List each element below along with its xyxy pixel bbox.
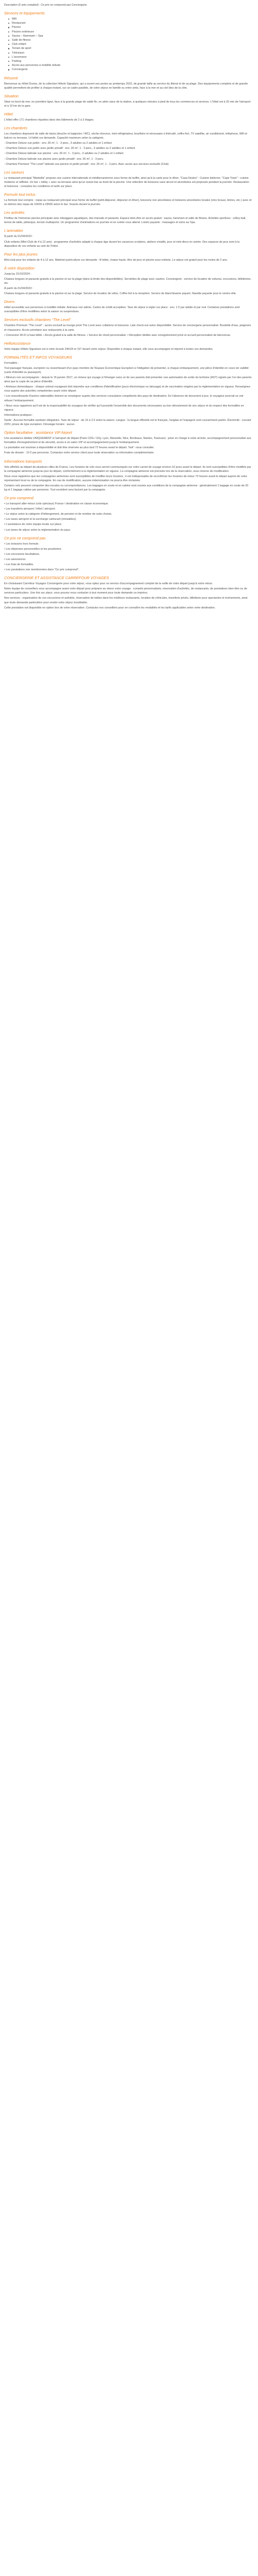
section-title: HelloAssistance <box>4 341 31 346</box>
paragraph: - Chambre Premium "The Level" latérale vue piscine et jardin privatif : env. 26 m², 1 - 3 pers. Avec accès aux services exclusifs (Club). <box>4 162 170 166</box>
section-title: Hôtel <box>4 112 13 117</box>
paragraph: Nous vous rappelons que les compagnies aériennes sont susceptibles de modifier leurs horaires ; il est indispensable de reconfirmer les horaires de retour 72 heures avant le départ auprès de votre représentant local ou de la compagnie. En cas de modification, aucune indemnisation ne pourra être réclamée. <box>4 474 247 482</box>
paragraph: L'hôtel offre 171 chambres réparties dans des bâtiments de 2 à 3 étages. <box>4 118 94 122</box>
paragraph: • Les excursions facultatives. <box>4 552 40 556</box>
paragraph: Certains vols peuvent comporter des escales ou correspondances. Les bagages en soute et en cabine sont soumis aux conditions de la compagnie aérienne : généralement 1 bagage en soute de 20 kg et 1 bagage cabine par personne. Tout excédent sera facturé par la compagnie. <box>4 484 249 492</box>
section-resume <box>4 76 252 90</box>
section-title: Divers <box>4 299 15 304</box>
paragraph: • Le séjour selon la catégorie d'hébergement, de pension et de nombre de nuits choisis. <box>4 513 112 516</box>
list-item: Conciergerie <box>8 67 252 72</box>
section-plus <box>4 252 252 262</box>
section-chambres <box>4 126 252 166</box>
section-services <box>4 11 252 72</box>
list-item: Club enfant <box>8 42 252 46</box>
section-conciergerie <box>4 575 252 610</box>
list-item: Wifi <box>8 17 252 21</box>
list-item: Piscine extérieure <box>8 30 252 34</box>
section-situation <box>4 94 252 108</box>
paragraph: - Chambre Deluxe vue jardin : env. 26 m², 1 - 3 pers., 3 adultes ou 2 adultes et 1 enfant. <box>4 142 112 145</box>
section-comprend <box>4 496 252 532</box>
section-divers <box>4 299 252 314</box>
paragraph: • Les transferts aéroport / hôtel / aéroport. <box>4 507 56 511</box>
list-item: Terrain de sport <box>8 46 252 50</box>
paragraph: Nos services : organisation de vos excursions et activités, réservation de tables dans les meilleurs restaurants, location de véhicules, transferts privés, billetterie pour spectacles et événements, ainsi que toute demande particulière pour rendre votre séjour inoubliable. <box>4 597 248 604</box>
list-item: Accès aux personnes à mobilité réduite <box>8 63 252 67</box>
list-item: Télévision <box>8 51 252 55</box>
section-detente <box>4 192 252 207</box>
paragraph: Votre équipe Hôtels Signature est à votre écoute 24h/24 et 7j/7 durant votre séjour. Disponible à chaque instant, elle vous accompagne et répond à toutes vos demandes. <box>4 347 214 351</box>
paragraph: • Les frais de formalités. <box>4 563 34 567</box>
paragraph: Situé en bord de mer, en première ligne, face à la grande plage de sable fin, en plein cœur de la station, à quelques minutes à pied de tous les commerces et services. L'hôtel est à 20 min de l'aéroport et à 10 km de la gare. <box>4 100 251 108</box>
paragraph: Tout passager français, européen ou ressortissant d'un pays membre de l'Espace Économique Européen à l'obligation de présenter, à chaque embarquement, une pièce d'identité en cours de validité (carte d'identité ou passeport). <box>4 366 249 375</box>
page <box>0 0 258 617</box>
paragraph: • Nous vous rappelons qu'il est de la responsabilité du voyageur de vérifier qu'il possède l'ensemble des documents nécessaires au bon déroulement de son séjour et du respect des formalités en vigueur. <box>4 404 244 412</box>
paragraph: • Les prestations non mentionnées dans "Ce prix comprend". <box>4 568 79 572</box>
paragraph: À partir du 01/04/2023 : <box>4 287 34 291</box>
paragraph: • Les boissons hors formule. <box>4 542 39 546</box>
paragraph: En choisissant Carrefour Voyages Conciergerie pour votre séjour, vous optez pour un service d'accompagnement complet de la veille de votre départ jusqu'à votre retour. <box>4 582 213 586</box>
paragraph: • Les ressortissants d'autres nationalités doivent se renseigner auprès des services consulaires compétents des pays de destination. En l'absence de document à jour, le voyageur pourrait se voir refuser l'embarquement. <box>4 395 244 402</box>
paragraph: Informations pratiques : <box>4 413 34 417</box>
section-title: Option facultative : assistance VIP Airport <box>4 430 72 435</box>
paragraph: • Mineurs non accompagnés : depuis le 15 janvier 2017, un mineur qui voyage à l'étranger sans un de ses parents doit présenter une autorisation de sortie du territoire (AST) signée par l'un des parents ainsi que la copie de sa pièce d'identité. <box>4 376 252 384</box>
intro-text: Description (5 sets compiled) : Ce prix ne comprend pas Conciergerie. <box>4 4 88 7</box>
section-hotel <box>4 112 252 122</box>
section-title: Ce prix ne comprend pas <box>4 535 46 540</box>
section-title: Services exclusifs chambres "The Level" <box>4 317 71 323</box>
content <box>4 11 252 610</box>
paragraph: Les chambres disposent de salle de bains (douche et baignoire / WC), sèche-cheveux, mini-réfrigérateur, bouilloire et nécessaire à thé/café, coffre-fort, TV satellite, air conditionné, téléphone, Wifi et balcon ou terrasse. Lit bébé sur demande. Capacité maximum selon la catégorie. <box>4 132 247 140</box>
paragraph: Jusqu'au 31/10/2024 : <box>4 272 31 276</box>
section-title: CONCIERGERIE ET ASSISTANCE CARREFOUR VOYAGES <box>4 575 109 581</box>
paragraph: • Les taxes aéroport et la surcharge carburant (révisables). <box>4 518 77 521</box>
paragraph: Club enfants (Mini-Club de 4 à 12 ans) : programme d'activités adapté à chaque âge durant les vacances scolaires, ateliers créatifs, jeux et mini-disco en soirée. Des espaces de jeux sont à la disposition de vos enfants au sein de l'hôtel. <box>4 240 240 248</box>
section-title: Situation <box>4 93 19 98</box>
section-animation <box>4 228 252 248</box>
section-transfert <box>4 430 252 455</box>
paragraph: Une assistance dédiée UNIQUEMENT à l'aéroport de départ (Paris CDG / Orly, Lyon, Marseille, Nice, Bordeaux, Nantes, Toulouse) : prise en charge à votre arrivée, accompagnement personnalisé aux formalités d'enregistrement et de sécurité, accès à un salon VIP et accompagnement jusqu'à l'embarquement. <box>4 437 251 445</box>
paragraph: Vols affrétés au départ de plusieurs villes de France. Les horaires de vols vous seront communiqués sur votre carnet de voyage environ 10 jours avant le départ. Ils sont susceptibles d'être modifiés par la compagnie aérienne jusqu'au jour du départ, conformément à la réglementation en vigueur. La compagnie aérienne est précisée lors de la réservation, sous réserve de modification. <box>4 465 251 473</box>
paragraph: • Les dépenses personnelles et les pourboires. <box>4 547 62 551</box>
paragraph: • Les assurances. <box>4 557 26 561</box>
section-nepas <box>4 536 252 572</box>
list-item: Restaurant <box>8 21 252 25</box>
section-title: Résumé <box>4 75 18 80</box>
section-title: Ce prix comprend <box>4 496 34 501</box>
list-item: Piscine <box>8 25 252 29</box>
section-title: Formule tout inclus <box>4 192 36 197</box>
paragraph: - Chambre Deluxe vue jardin avec jardin privatif : env. 26 m², 1 - 3 pers., 3 adultes ou 2 adultes et 1 enfant. <box>4 147 136 150</box>
paragraph: Mini-club pour les enfants de 4 à 12 ans. Matériel puériculture sur demande : lit bébé, chaise haute. Aire de jeux et piscine pour enfants. Le séjour est gratuit pour les moins de 2 ans. <box>4 258 228 262</box>
section-transports <box>4 459 252 493</box>
paragraph: Chambre Premium "The Level" : accès exclusif au lounge privé The Level avec collations et boissons. Late check-out selon disponibilité. Service de conciergerie personnalisé. Bouteille d'eau, peignoirs et chaussons. Accès prioritaire aux restaurants à la carte. <box>4 324 251 332</box>
section-saveurs <box>4 170 252 189</box>
paragraph: La prestation est soumise à disponibilité et doit être réservée au plus tard 72 heures avant le départ. Tarif : nous consulter. <box>4 446 155 450</box>
section-etape <box>4 266 252 296</box>
list-item: L'ascenseur <box>8 55 252 59</box>
section-title: FORMALITÉS ET INFOS VOYAGEURS <box>4 354 72 360</box>
paragraph: Notre équipe de conseillers vous accompagne avant votre départ pour préparer au mieux votre voyage : conseils personnalisés, réservation d'activités, de restaurants, de prestations bien-être ou de services particuliers. Une fois sur place, vous pouvez nous contacter à tout moment pour toute demande ou imprévu. <box>4 587 247 595</box>
section-title: Les chambres <box>4 126 28 131</box>
paragraph: - Chambre Deluxe latérale vue piscine : env. 26 m², 1 - 3 pers., 3 adultes ou 2 adultes et 1 enfant. <box>4 152 124 156</box>
section-activites <box>4 210 252 225</box>
paragraph: La formule tout compris : repas au restaurant principal sous forme de buffet (petit-déjeuner, déjeuner et dîner), boissons non alcoolisées et boissons alcoolisées locales (vins locaux, bières, etc.) avec et en dehors des repas de 10h00 à 23h00 selon le bar. Snacks durant la journée. <box>4 199 252 207</box>
section-servicesclub <box>4 317 252 337</box>
paragraph: Profitez de l'immense piscine principale avec toboggans aquatiques, des transats et parasols. Espace bien-être en accès gratuit : sauna, hammam et salle de fitness. Activités sportives : volley-ball, tennis de table, pétanque, terrain multisports. Un programme d'animations en journée et en soirée vous attend. Loisirs payants : massages et soins au Spa. <box>4 217 246 225</box>
section-title: Informations transports <box>4 459 42 464</box>
paragraph: • Connexion Wi-Fi à haut débit. • Accès gratuit à la salle de fitness. • Service de réveil personnalisé. • Réception dédiée avec enregistrement privé et accueil personnalisé de bienvenue. <box>4 333 231 337</box>
section-helloassist <box>4 341 252 351</box>
paragraph: Cette prestation est disponible en option lors de votre réservation. Contactez nos conseillers pour en connaître les modalités et les tarifs applicables selon votre destination. <box>4 606 216 609</box>
paragraph: • Les taxes de séjour selon la réglementation du pays. <box>4 528 71 532</box>
bullet-list <box>4 17 252 72</box>
list-item: Parking <box>8 59 252 63</box>
paragraph: Santé : Aucune formalité sanitaire obligatoire. Taxe de séjour : de 1€ à 3 € selon la saison. Langue : la langue officielle est le français, l'anglais et l'espagnol sont couramment parlés. Électricité : courant 220V, prises de type européen. Décalage horaire : aucun. <box>4 418 251 427</box>
list-item: Salle de fitness <box>8 38 252 42</box>
paragraph: • L'assistance de notre équipe locale sur place. <box>4 523 62 527</box>
paragraph: Chaises longues et parasols gratuits à la piscine et sur la plage (dans la limite des disponibilités). Serviettes de plage avec caution. Conciergerie : service de location de voitures, excursions, billetteries, etc. <box>4 277 251 285</box>
paragraph: • Le transport aller-retour (vols spéciaux) France / destination en classe économique. <box>4 502 109 506</box>
paragraph: Chaises longues et parasols gratuits à la piscine et sur la plage. Service de location de vélos. Coffre-fort à la réception. Service de blanchisserie payant. Navette payante pour le centre-ville. <box>4 292 237 296</box>
list-item: Sauna – Hammam – Spa <box>8 34 252 38</box>
paragraph: Frais de dossier : 10 € par personne. Contactez notre service client pour toute réservation ou information complémentaire. <box>4 451 155 455</box>
section-title: À votre disposition <box>4 265 35 270</box>
section-title: L'animation <box>4 228 23 233</box>
paragraph: - Chambre Deluxe latérale vue piscine avec jardin privatif : env. 26 m², 1 - 3 pers. <box>4 157 104 161</box>
section-title: Services et équipements <box>4 11 45 15</box>
paragraph: Formalités : <box>4 361 19 365</box>
section-title: Les activités <box>4 210 25 215</box>
section-formalites <box>4 355 252 427</box>
paragraph: À partir du 01/04/2023 : <box>4 235 34 239</box>
paragraph: Bienvenue au Hôtel Dunes, de la collection Hôtels Signature, qui a ouvert ses portes au printemps 2022, de grande taille au service du littoral et de sa plage. Des équipements complets et de grande qualité permettent de profiter à chaque instant, sur un cadre paisible, de votre séjour en famille ou entre amis, face à la mer et au ciel bleu de la côte. <box>4 82 248 90</box>
paragraph: • Animaux domestiques : chaque animal voyageant doit répondre aux conditions d'identification (puce électronique ou tatouage) et de vaccination exigées par la réglementation en vigueur. Renseignez-vous auprès des autorités compétentes avant votre départ. <box>4 385 251 393</box>
section-title: Les saveurs <box>4 170 24 175</box>
paragraph: Hôtel accessible aux personnes à mobilité réduite. Animaux non admis. Cartes de crédit acceptées. Taxe de séjour à régler sur place : env. 1 € par adulte et par nuit. Certaines prestations sont susceptibles d'être modifiées selon la saison ou suspendues. <box>4 306 240 314</box>
section-title: Pour les plus jeunes <box>4 251 38 257</box>
paragraph: Le restaurant principal "Marbella" propose une cuisine internationale et méditerranéenne sous forme de buffet, ainsi qu'à la carte pour le dîner. "Casa Nostra" : Cuisine italienne. "Cape Town" : cuisine moderne et raffinée. Un bar « lobby » avec sa terrasse ainsi qu'un snack-bar au bord de la piscine. Une sélection de boissons sans alcool et alcoolisées est proposée pendant la journée. Restauration et boissons : consultez les conditions et tarifs sur place. <box>4 176 249 188</box>
